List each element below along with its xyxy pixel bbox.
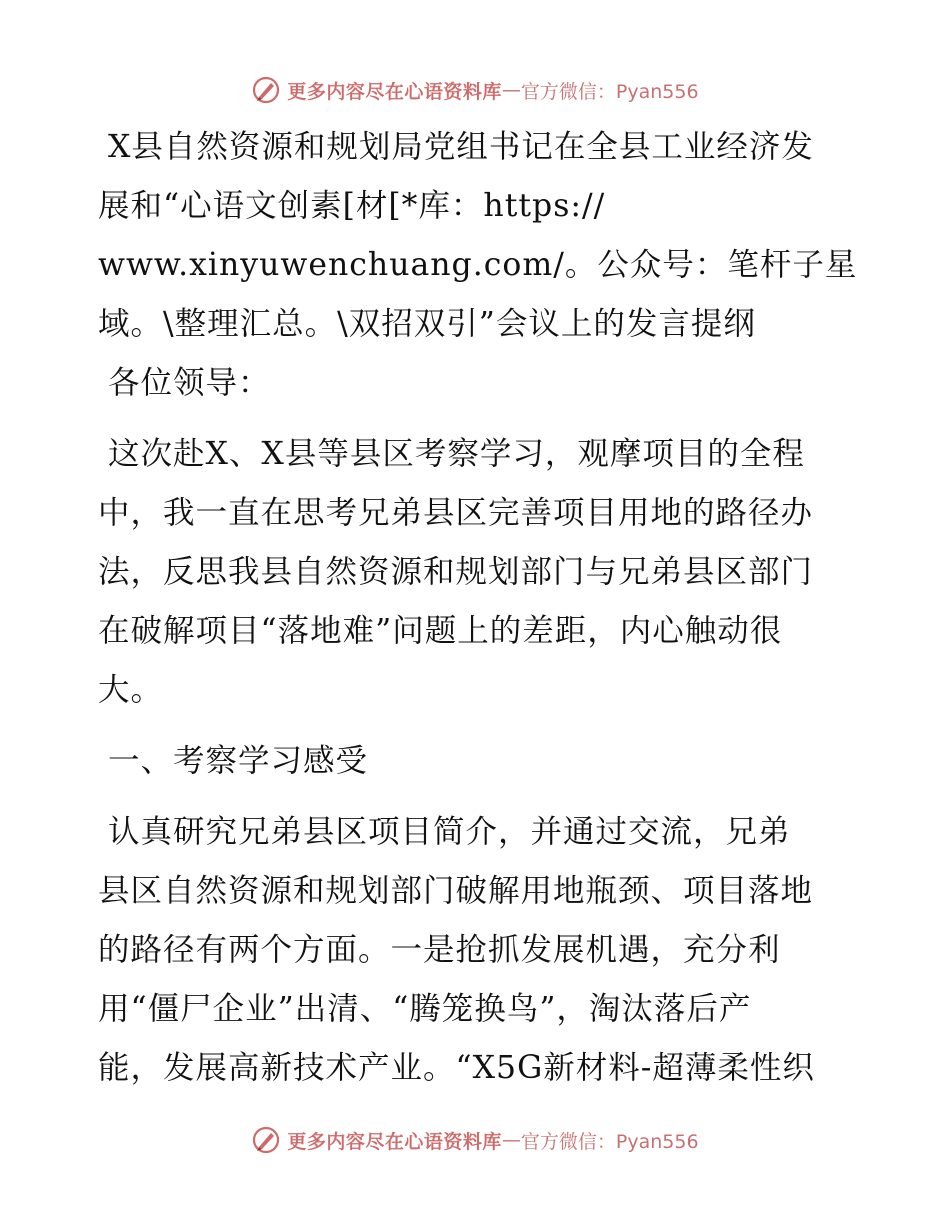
pen-logo-icon [251,75,281,105]
title-line-4: 域。\整理汇总。\双招双引”会议上的发言提纲 [98,306,756,342]
header-watermark-banner [0,70,950,110]
paragraph-1-line-5: 大。 [98,672,164,708]
section-1-heading: 一、考察学习感受 [108,743,369,779]
footer-watermark-dash: — [501,1129,521,1151]
paragraph-2-line-5: 能，发展高新技术产业。“X5G新材料-超薄柔性织 [98,1050,815,1086]
document-title [98,118,858,354]
footer-watermark-wechat: 官方微信：Pyan556 [520,1130,699,1153]
paragraph-1-line-4: 在破解项目“落地难”问题上的差距，内心触动很 [98,613,783,649]
paragraph-1-line-3: 法，反思我县自然资源和规划部门与兄弟县区部门 [98,554,814,590]
header-watermark-text: 更多内容尽在心语资料库 [287,80,502,103]
title-line-3: www.xinyuwenchuang.com/。公众号：笔杆子星 [98,247,858,283]
footer-watermark-banner [0,1120,950,1160]
title-line-1: X县自然资源和规划局党组书记在全县工业经济发 [108,129,814,165]
pen-logo-icon [251,1125,281,1155]
paragraph-1 [98,425,858,720]
paragraph-1-line-2: 中，我一直在思考兄弟县区完善项目用地的路径办 [98,495,814,531]
header-watermark-dash: — [501,79,521,101]
paragraph-2-line-1: 认真研究兄弟县区项目简介，并通过交流，兄弟 [108,814,791,850]
document-body [98,118,858,1098]
header-watermark-wechat: 官方微信：Pyan556 [520,80,699,103]
title-line-2: 展和“心语文创素[材[*库：https:// [98,188,606,224]
paragraph-1-line-1: 这次赴X、X县等县区考察学习，观摩项目的全程 [108,436,805,472]
paragraph-2-line-3: 的路径有两个方面。一是抢抓发展机遇，充分利 [98,932,781,968]
spacer [98,413,858,425]
footer-watermark-text: 更多内容尽在心语资料库 [287,1130,502,1153]
spacer [98,720,858,732]
paragraph-2-line-2: 县区自然资源和规划部门破解用地瓶颈、项目落地 [98,873,814,909]
spacer [98,791,858,803]
paragraph-2 [98,803,858,1098]
salutation: 各位领导： [108,365,271,401]
paragraph-2-line-4: 用“僵尸企业”出清、“腾笼换鸟”，淘汰落后产 [98,991,752,1027]
